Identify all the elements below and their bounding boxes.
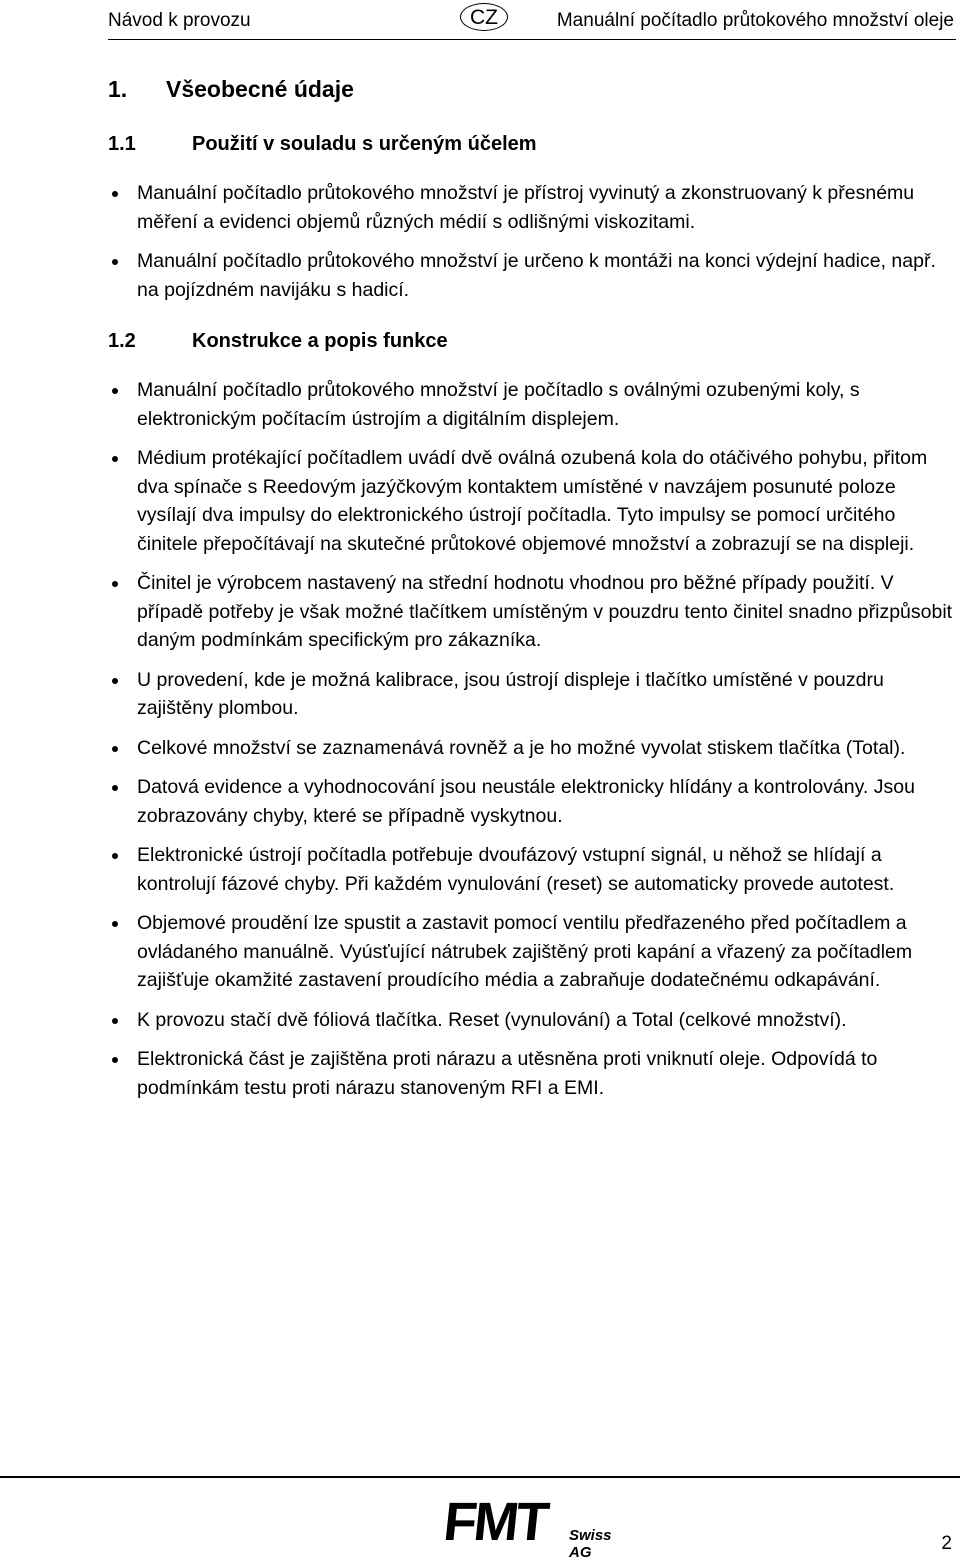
list-item: Manuální počítadlo průtokového množství je počítadlo s oválnými ozubenými koly, s elektronickým počítacím ústrojím a digitálním displejem.	[108, 376, 958, 433]
logo-subtitle: Swiss AG	[569, 1527, 612, 1561]
list-item: K provozu stačí dvě fóliová tlačítka. Reset (vynulování) a Total (celkové množství).	[108, 1006, 958, 1035]
header-divider	[108, 39, 956, 40]
section-1-heading	[108, 76, 354, 103]
list-item: Celkové množství se zaznamenává rovněž a je ho možné vyvolat stiskem tlačítka (Total).	[108, 734, 958, 763]
product-title: Manuální počítadlo průtokového množství oleje	[556, 10, 954, 31]
section-1-title: Všeobecné údaje	[166, 76, 354, 102]
section-1-2-list	[108, 376, 958, 1102]
section-1-number: 1.	[108, 76, 128, 102]
list-item: Manuální počítadlo průtokového množství je přístroj vyvinutý a zkonstruovaný k přesnému měření a evidenci objemů různých médií s odlišnými viskozitami.	[108, 179, 958, 236]
section-1-1-list	[108, 179, 958, 304]
manual-label: Návod k provozu	[108, 10, 251, 31]
footer-divider	[0, 1476, 960, 1478]
list-item: Objemové proudění lze spustit a zastavit pomocí ventilu předřazeného před počítadlem a ovládaného manuálně. Vyúsťující nátrubek zajištěný proti kapání a vřazený za počítadlem zajišťuje okamžité zastavení proudícího média a zabraňuje dodatečnému odkapávání.	[108, 909, 958, 995]
list-item: Elektronické ústrojí počítadla potřebuje dvoufázový vstupní signál, u něhož se hlídají a kontrolují fázové chyby. Při každém vynulování (reset) se automaticky provede autotest.	[108, 841, 958, 898]
language-badge: CZ	[460, 3, 508, 31]
list-item: Datová evidence a vyhodnocování jsou neustále elektronicky hlídány a kontrolovány. Jsou zobrazovány chyby, které se případně vyskytnou.	[108, 773, 958, 830]
section-1-1-number: 1.1	[108, 133, 136, 155]
list-item: Médium protékající počítadlem uvádí dvě oválná ozubená kola do otáčivého pohybu, přitom dva spínače s Reedovým jazýčkovým kontaktem umístěné v navzájem posunuté poloze vysílají dva impulsy do elektronického ústrojí počítadla. Tyto impulsy se pomocí určitého činitele přepočítávají na skutečné průtokové objemové množství a zobrazují se na displeji.	[108, 444, 958, 558]
section-1-2-heading	[108, 330, 448, 353]
section-1-1-heading	[108, 133, 537, 156]
section-1-1-title: Použití v souladu s určeným účelem	[192, 133, 537, 155]
section-1-2-number: 1.2	[108, 330, 136, 352]
list-item: Elektronická část je zajištěna proti nárazu a utěsněna proti vniknutí oleje. Odpovídá to podmínkám testu proti nárazu stanoveným RFI a EMI.	[108, 1045, 958, 1102]
section-1-2-title: Konstrukce a popis funkce	[192, 330, 448, 352]
logo-mark: FMT	[440, 1492, 550, 1552]
list-item: Činitel je výrobcem nastavený na střední hodnotu vhodnou pro běžné případy použití. V případě potřeby je však možné tlačítkem umístěným v pouzdru tento činitel snadno přizpůsobit daným podmínkám specifickým pro zákazníka.	[108, 569, 958, 655]
page-number: 2	[941, 1533, 952, 1554]
list-item: U provedení, kde je možná kalibrace, jsou ústrojí displeje i tlačítko umístěné v pouzdru zajištěny plombou.	[108, 666, 958, 723]
list-item: Manuální počítadlo průtokového množství je určeno k montáži na konci výdejní hadice, např. na pojízdném navijáku s hadicí.	[108, 247, 958, 304]
page-header	[108, 0, 954, 40]
company-logo	[440, 1492, 624, 1561]
